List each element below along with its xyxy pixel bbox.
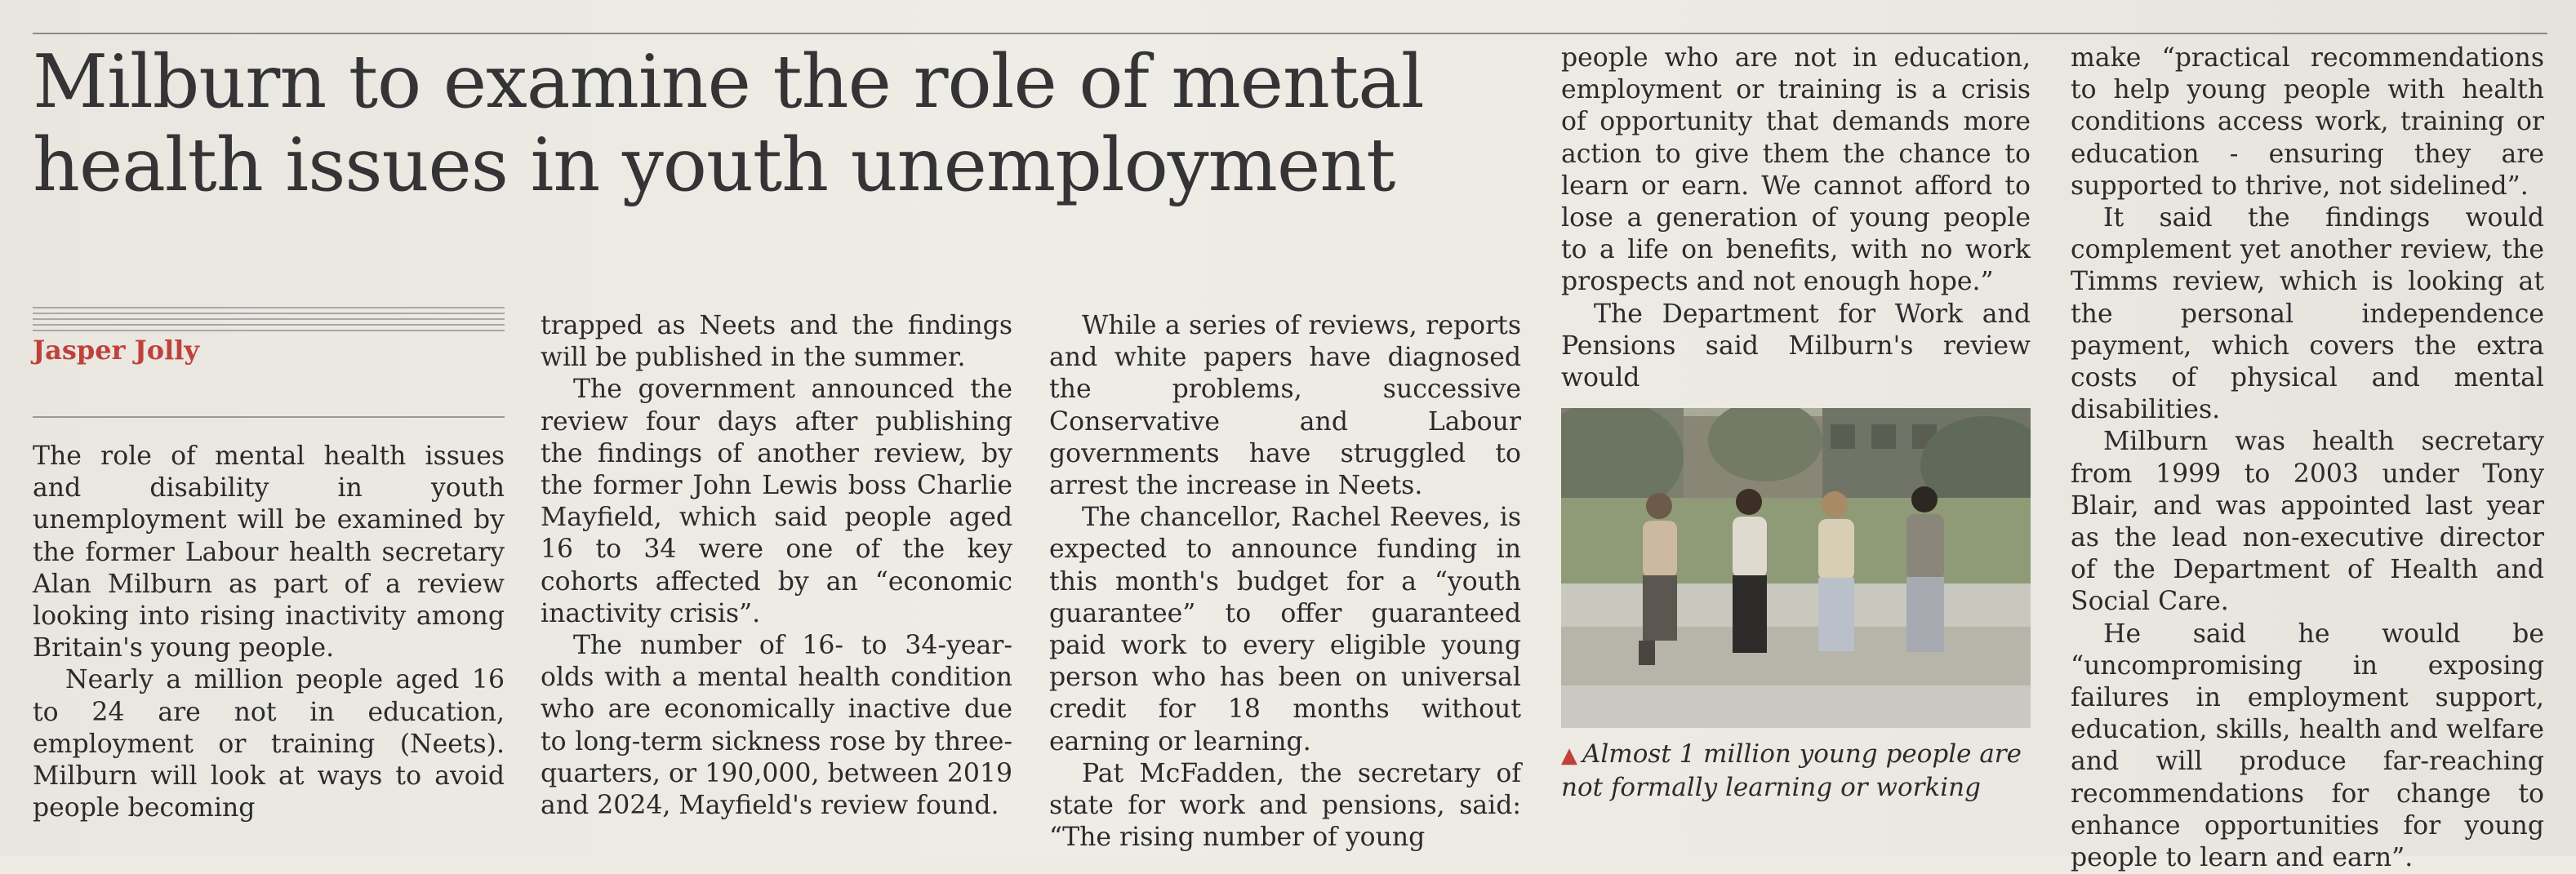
red-triangle-icon: ▲ xyxy=(1561,743,1577,768)
photo-young-people-icon xyxy=(1561,408,2031,728)
paragraph: The Department for Work and Pensions said Milburn's review would xyxy=(1561,299,2031,393)
paragraph: people who are not in education, employment or training is a crisis of opportunity that demands more action to give them the chance to learn or earn. We cannot afford to lose a generation of young people to a life on benefits, with no work prospects and not enough hope.” xyxy=(1561,43,2031,297)
byline: Jasper Jolly xyxy=(33,335,200,366)
byline-divider xyxy=(33,416,505,418)
top-rule xyxy=(33,33,2547,34)
article-headline: Milburn to examine the role of mental health issues in youth unemployment xyxy=(33,39,1424,208)
paragraph: make “practical recommendations to help young people with health conditions access work, training or education - ensuring they are supported to thrive, not sidelined”. xyxy=(2071,43,2544,201)
photo-caption xyxy=(1561,739,2051,804)
paragraph: trapped as Neets and the findings will be published in the summer. xyxy=(541,311,1012,373)
paragraph: The number of 16- to 34-year-olds with a mental health condition who are economically inactive due to long-term sickness rose by three-quarters, or 190,000, between 2019 and 2024, Mayfield's review found. xyxy=(541,631,1012,821)
paragraph: Nearly a million people aged 16 to 24 are not in education, employment or training (Neets). Milburn will look at ways to avoid people becoming xyxy=(33,665,505,823)
paragraph: The government announced the review four days after publishing the findings of another review, by the former John Lewis boss Charlie Mayfield, which said people aged 16 to 34 were one of the key cohorts affected by an “economic inactivity crisis”. xyxy=(541,375,1012,628)
paragraph: The role of mental health issues and disability in youth unemployment will be examined by the former Labour health secretary Alan Milburn as part of a review looking into rising inactivity among Britain's young people. xyxy=(33,441,505,663)
article-column-3 xyxy=(1049,310,1521,854)
article-column-2 xyxy=(541,310,1012,822)
article-photo xyxy=(1561,408,2031,728)
paragraph: While a series of reviews, reports and white papers have diagnosed the problems, successive Conservative and Labour governments have struggled to arrest the increase in Neets. xyxy=(1049,311,1521,501)
paragraph: Pat McFadden, the secretary of state for work and pensions, said: “The rising number of young xyxy=(1049,758,1521,853)
byline-rules xyxy=(33,307,505,331)
caption-text: Almost 1 million young people are not formally learning or working xyxy=(1561,739,2022,802)
paragraph: He said he would be “uncompromising in exposing failures in employment support, education, skills, health and welfare and will produce far-reaching recommendations for change to enhance opportunities for young people to learn and earn”. xyxy=(2071,619,2544,873)
article-column-5 xyxy=(2071,42,2544,874)
paragraph: It said the findings would complement yet another review, the Timms review, which is looking at the personal independence payment, which covers the extra costs of physical and mental disabilities. xyxy=(2071,203,2544,425)
article-column-1 xyxy=(33,441,505,824)
paragraph: Milburn was health secretary from 1999 to 2003 under Tony Blair, and was appointed last year as the lead non-executive director of the Department of Health and Social Care. xyxy=(2071,427,2544,617)
paragraph: The chancellor, Rachel Reeves, is expected to announce funding in this month's budget for a “youth guarantee” to offer guaranteed paid work to every eligible young person who has been on universal credit for 18 months without earning or learning. xyxy=(1049,503,1521,756)
article-column-4 xyxy=(1561,42,2031,394)
